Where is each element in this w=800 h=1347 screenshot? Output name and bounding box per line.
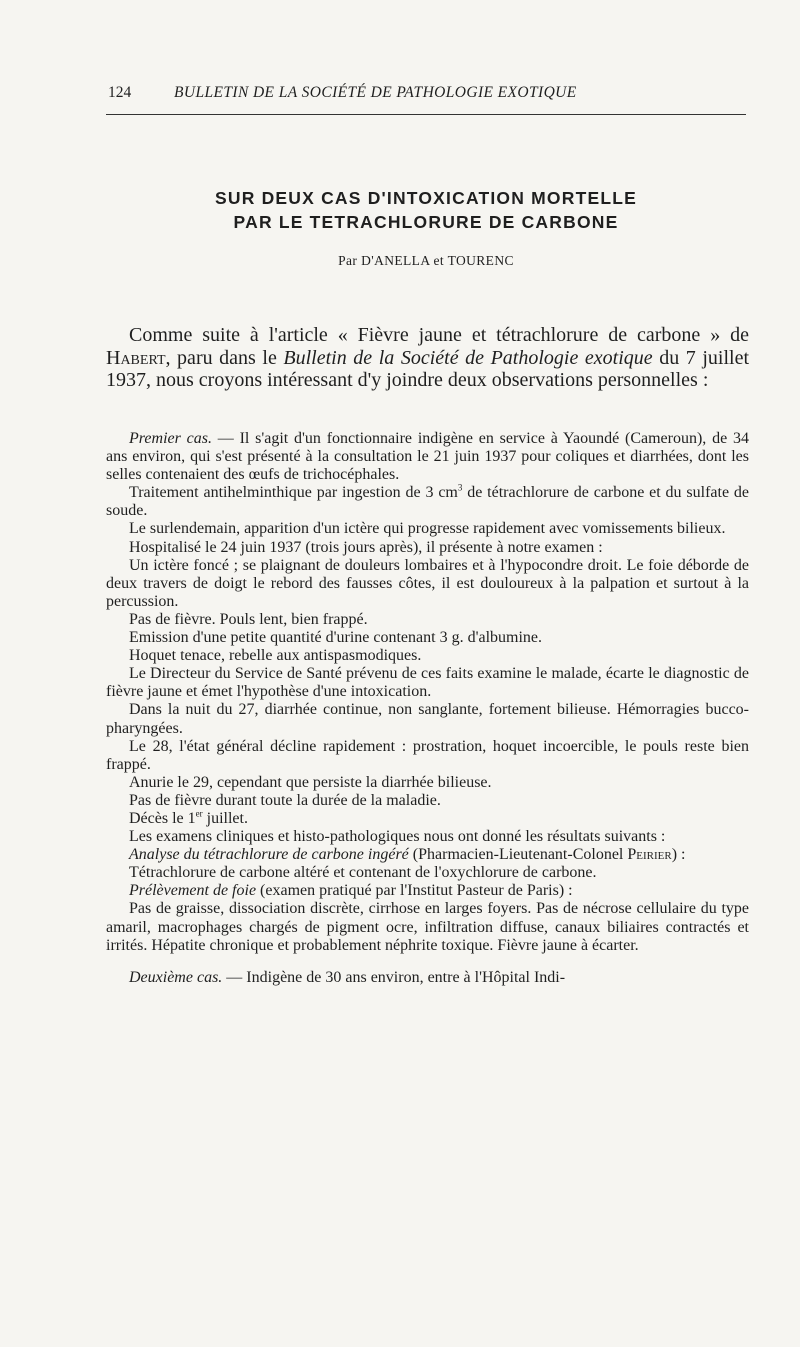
running-header (108, 84, 748, 102)
article-title-line-2: PAR LE TETRACHLORURE DE CARBONE (233, 212, 619, 232)
case1-paragraph: Un ictère foncé ; se plaignant de douleurs lombaires et à l'hypocondre droit. Le foie déborde de deux travers de doigt le rebord des fausses côtes, il est douloureux à la palpation et surtout à la percussion. (106, 556, 749, 610)
body-text: — Il s'agit d'un fonctionnaire indigène en service à Yaoundé (Cameroun), de 34 ans environ, qui s'est présenté à la consultation le 21 juin 1937 pour coliques et diarrhées, dont les selles contenaient des œufs de trichocéphales. (106, 430, 749, 484)
subheading: Prélèvement de foie (129, 882, 257, 900)
case1-paragraph: Dans la nuit du 27, diarrhée continue, non sanglante, fortement bilieuse. Hémorragies bucco-pharyngées. (106, 701, 749, 737)
case2-heading: Deuxième cas. (129, 968, 223, 986)
case1-paragraph: Pas de graisse, dissociation discrète, cirrhose en larges foyers. Pas de nécrose cellulaire du type amaril, macrophages chargés de pigment ocre, infiltration diffuse, canaux biliaires contractés et irrités. Hépatite chronique et probablement néphrite toxique. Fièvre jaune à écarter. (106, 900, 749, 954)
article-title-line-1: SUR DEUX CAS D'INTOXICATION MORTELLE (214, 188, 637, 208)
author-reference: Habert (106, 346, 166, 369)
running-title: BULLETIN DE LA SOCIÉTÉ DE PATHOLOGIE EXOTIQUE (174, 84, 577, 101)
article-authors: Par D'ANELLA et TOURENC (338, 253, 514, 268)
case1-paragraph (106, 846, 749, 864)
case1-heading: Premier cas. (129, 430, 212, 447)
superscript: er (195, 808, 203, 819)
superscript: 3 (457, 482, 463, 493)
intro-text: Comme suite à l'article « Fièvre jaune et tétrachlorure de carbone » de (129, 324, 749, 346)
case1-paragraph (106, 430, 749, 484)
journal-reference: Bulletin de la Société de Pathologie exotique (283, 346, 653, 369)
body-text: — Indigène de 30 ans environ, entre à l'Hôpital Indi- (222, 968, 566, 986)
body-text: ) : (671, 846, 686, 864)
case1-paragraph: Le 28, l'état général décline rapidement : prostration, hoquet incoercible, le pouls reste bien frappé. (106, 737, 749, 773)
body-text: Décès le 1 (129, 809, 196, 827)
case1-paragraph: Tétrachlorure de carbone altéré et contenant de l'oxychlorure de carbone. (129, 864, 597, 882)
case1-paragraph: Pas de fièvre durant toute la durée de la maladie. (129, 791, 441, 809)
case1-paragraph: Les examens cliniques et histo-pathologiques nous ont donné les résultats suivants : (129, 828, 666, 846)
intro-text: , paru dans le (165, 346, 284, 369)
case1-paragraph: Pas de fièvre. Pouls lent, bien frappé. (129, 610, 368, 628)
body-text: juillet. (202, 809, 248, 827)
body-text: de tétrachlorure de carbone et du sulfate de soude. (106, 484, 750, 520)
case1-paragraph (106, 810, 749, 828)
body-text: (Pharmacien-Lieutenant-Colonel (408, 846, 628, 864)
body-text: Traitement antihelminthique par ingestion de 3 cm (129, 484, 458, 502)
case1-paragraph (106, 882, 749, 900)
page-number: 124 (108, 84, 132, 101)
case1-paragraph: Anurie le 29, cependant que persiste la diarrhée bilieuse. (129, 773, 492, 791)
case1-paragraph: Hoquet tenace, rebelle aux antispasmodiques. (129, 647, 422, 665)
author-reference: Peirier (627, 846, 672, 864)
case2-paragraph (106, 969, 749, 987)
intro-text: du 7 juillet 1937, nous croyons intéressant d'y joindre deux observations personnelles : (106, 346, 750, 391)
case1-paragraph: Le surlendemain, apparition d'un ictère qui progresse rapidement avec vomissements bilieux. (129, 520, 726, 538)
case1-paragraph (106, 484, 749, 520)
header-rule (106, 114, 746, 115)
case1-paragraph: Emission d'une petite quantité d'urine contenant 3 g. d'albumine. (129, 629, 542, 647)
case1-paragraph: Hospitalisé le 24 juin 1937 (trois jours après), il présente à notre examen : (129, 538, 603, 556)
case1-paragraph: Le Directeur du Service de Santé prévenu de ces faits examine le malade, écarte le diagnostic de fièvre jaune et émet l'hypothèse d'une intoxication. (106, 665, 749, 701)
body-text: (examen pratiqué par l'Institut Pasteur de Paris) : (256, 882, 573, 900)
intro-paragraph (106, 324, 749, 392)
subheading: Analyse du tétrachlorure de carbone ingéré (129, 846, 409, 864)
article-body (106, 430, 749, 987)
